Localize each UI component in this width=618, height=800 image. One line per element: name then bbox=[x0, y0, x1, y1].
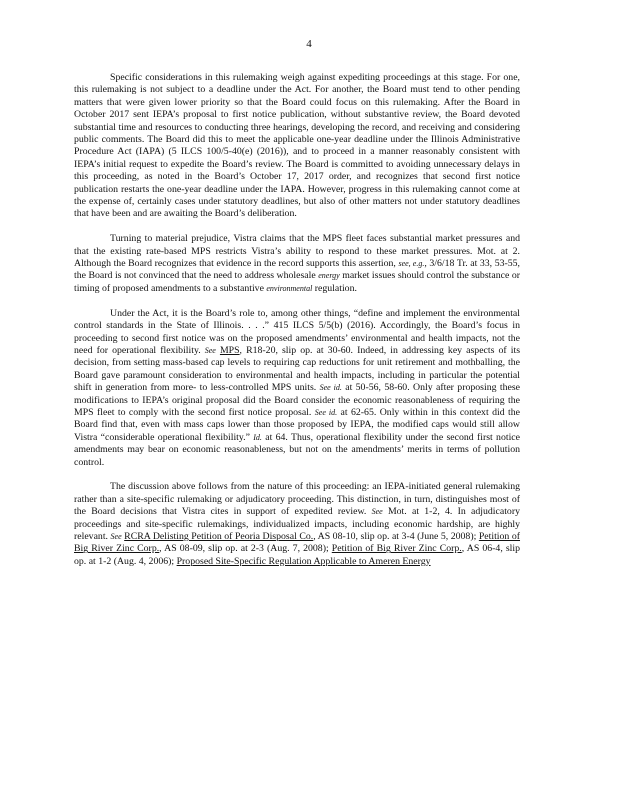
text-run: market issues should control the substance or timing of proposed amendments to a substantive bbox=[74, 270, 520, 294]
italic-signal: environmental bbox=[266, 283, 313, 293]
text-run: Under the Act, it is the Board’s role to, among other things, “define and implement the environmental control standards in the State of Illinois. . . .” 415 ILCS 5/5(b) (2016). Accordingly, the Board’s focus in proceeding to second first notice was on the proposed amendments’ environmental and health impacts, not the need for operational flexibility. bbox=[74, 307, 520, 356]
body-text bbox=[74, 72, 520, 568]
text-run: Mot. at 1-2, 4. In adjudicatory proceedings and site-specific rulemakings, individualized impacts, including economic hardship, are highly relevant. bbox=[74, 506, 520, 542]
text-run: at 64. Thus, operational flexibility under the second first notice amendments may bear on economic reasonableness, but not on the amendments’ merits in terms of pollution control. bbox=[74, 431, 520, 468]
text-run: regulation. bbox=[312, 282, 357, 294]
text-run: , R18-20, slip op. at 30-60. Indeed, in addressing key aspects of its decision, from setting mass-based cap levels to requiring cap reductions for unit retirement and mothballing, the Board gave paramount consideration to environmental and health impacts, including in particular the potential shift in generation from more- to less-controlled MPS units. bbox=[74, 344, 521, 394]
text-run: , AS 08-10, slip op. at 3-4 (June 5, 2008); bbox=[313, 530, 479, 542]
case-citation: Petition of Big River Zinc Corp. bbox=[331, 543, 462, 555]
paragraph-considerations bbox=[74, 72, 520, 221]
page-number: 4 bbox=[306, 38, 312, 50]
italic-signal: Id. bbox=[253, 432, 262, 442]
italic-signal: See id. bbox=[319, 383, 342, 393]
case-citation: Petition of Big River Zinc Corp. bbox=[74, 530, 521, 555]
text-run: Turning to material prejudice, Vistra claims that the MPS fleet faces substantial market pressures and that the existing rate-based MPS restricts Vistra’s ability to respond to these market pressures. Mot. at 2. Although the Board recognizes that evidence in the record supports this assertion, bbox=[74, 233, 520, 270]
italic-signal: See bbox=[371, 507, 383, 517]
text-run: at 50-56, 58-60. Only after proposing these modifications to IEPA’s original proposal did the Board consider the economic reasonableness of requiring the MPS fleet to comply with the second first notice proposal. bbox=[74, 382, 520, 418]
case-citation: MPS bbox=[219, 344, 240, 356]
italic-signal: See id. bbox=[314, 407, 338, 417]
paragraph-material-prejudice bbox=[74, 233, 520, 295]
text-run: , AS 08-09, slip op. at 2-3 (Aug. 7, 2008); bbox=[159, 543, 332, 555]
text-run: , 3/6/18 Tr. at 33, 53-55, the Board is not convinced that the need to address wholesale bbox=[74, 258, 520, 282]
italic-signal: See bbox=[110, 531, 122, 541]
text-run: Specific considerations in this rulemaking weigh against expediting proceedings at this stage. For one, this rulemaking is not subject to a deadline under the Act. For another, the Board must tend to other pending matters that were given lower priority so that the Board could focus on this rulemaking. After the Board in October 2017 sent IEPA’s proposal to first notice publication, without substantive review, the Board devoted substantial time and resources to conducting three hearings, developing the record, and receiving and considering public comments. The Board did this to meet the applicable one-year deadline under the Illinois Administrative Procedure Act (IAPA) (5 ILCS 100/5-40(e) (2016)), and to proceed in a manner reasonably consistent with IEPA’s initial request to expedite the Board’s review. The Board is committed to avoiding unnecessary delays in this proceeding, as noted in the Board’s October 17, 2017 order, and recognizes that second first notice publication restarts the one-year deadline under the IAPA. However, progress in this rulemaking cannot come at the expense of, certainly cases under statutory deadlines, but also of other matters not under statutory deadlines that have been and are awaiting the Board’s deliberation. bbox=[74, 72, 520, 220]
text-run: , AS 06-4, slip op. at 1-2 (Aug. 4, 2006); bbox=[74, 543, 521, 567]
paragraph-nature-of-proceeding bbox=[74, 481, 520, 568]
case-citation: RCRA Delisting Petition of Peoria Disposal Co. bbox=[124, 530, 314, 542]
italic-signal: energy bbox=[318, 271, 340, 281]
italic-signal: See bbox=[204, 345, 216, 355]
italic-signal: see, e.g. bbox=[398, 259, 425, 269]
text-run: at 62-65. Only within in this context did the Board find that, even with mass caps lower than those proposed by IEPA, the modified caps would still allow Vistra “considerable operational flexibility.” bbox=[74, 406, 521, 443]
case-citation: Proposed Site-Specific Regulation Applicable to Ameren Energy bbox=[176, 555, 431, 567]
paragraph-board-role bbox=[74, 308, 520, 469]
text-run: The discussion above follows from the nature of this proceeding: an IEPA-initiated general rulemaking rather than a site-specific rulemaking or adjudicatory proceeding. This distinction, in turn, distinguishes most of the Board decisions that Vistra cites in support of expedited review. bbox=[74, 481, 520, 518]
